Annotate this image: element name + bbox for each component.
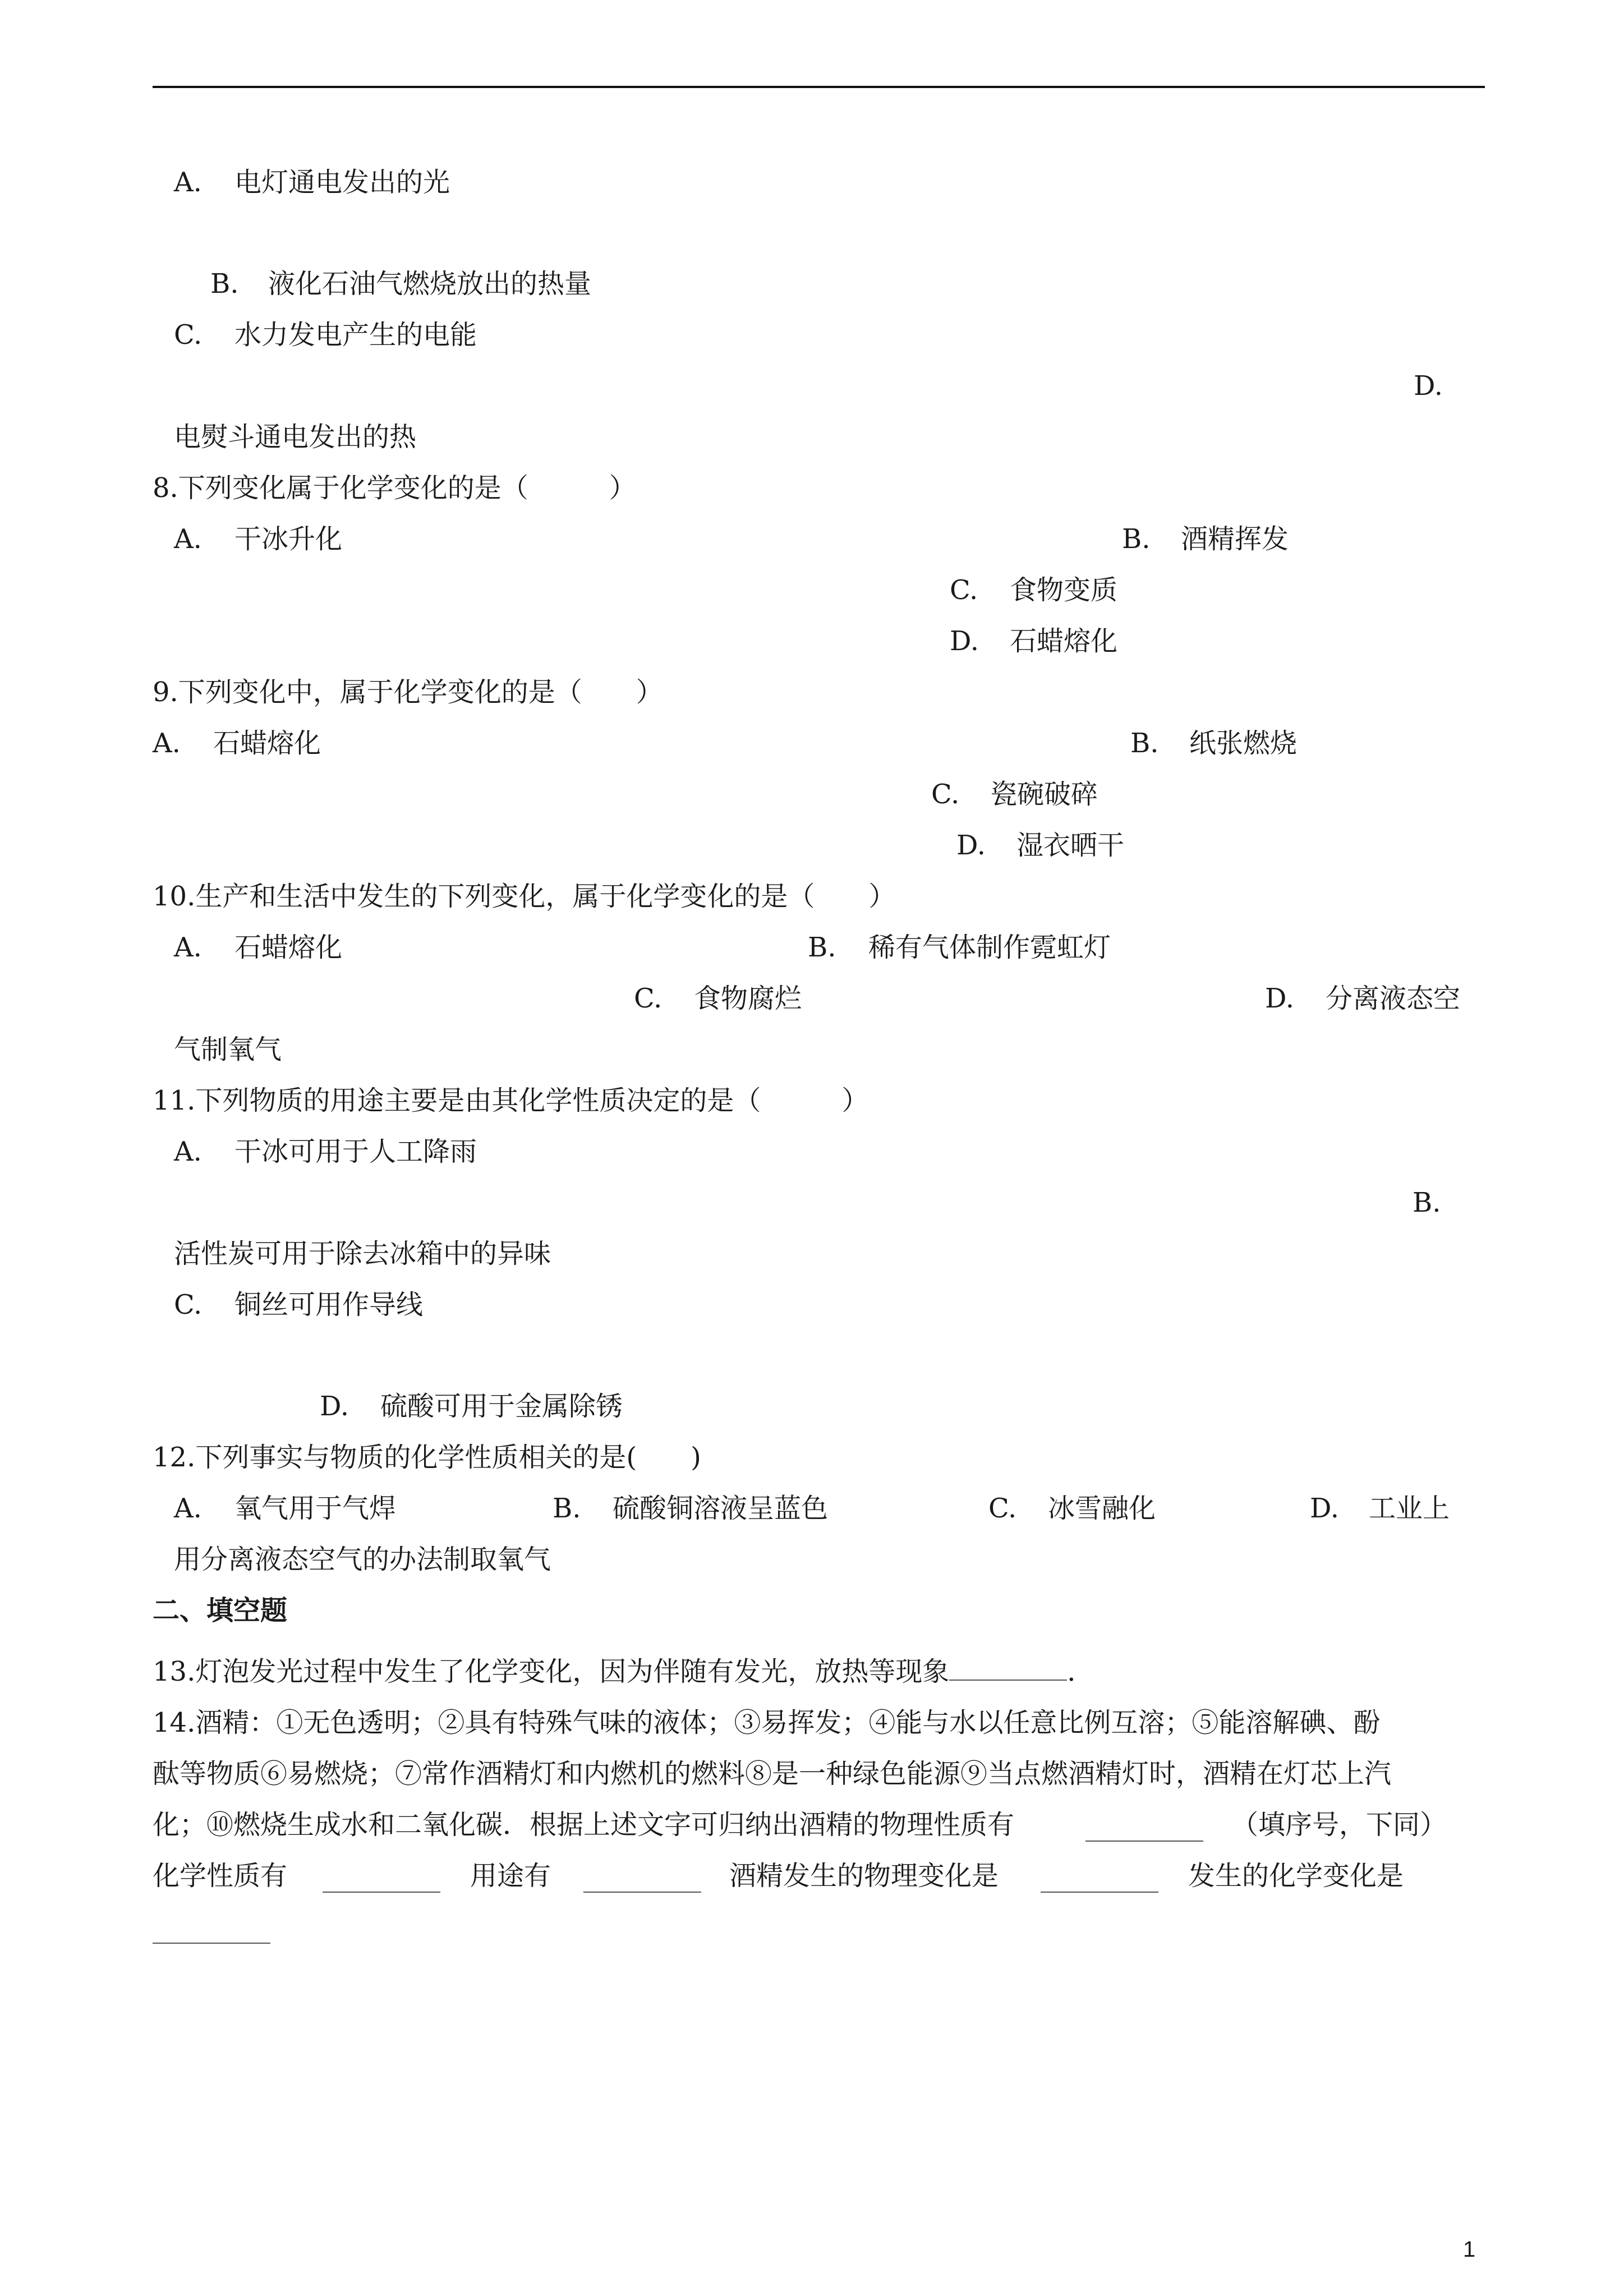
q9-option-b: 纸张燃烧	[1189, 728, 1298, 759]
q10-option-a: 石蜡熔化	[234, 932, 343, 963]
q13-stem: 13.灯泡发光过程中发生了化学变化，因为伴随有发光，放热等现象	[153, 1656, 950, 1687]
q12-option-a-letter: A.	[174, 1493, 202, 1524]
q11-option-d: 硫酸可用于金属除锈	[380, 1391, 623, 1422]
q11-option-b-letter: B.	[1413, 1187, 1441, 1218]
q14-blank-chemical-change	[153, 1920, 270, 1944]
q14-blank-physical-change	[1041, 1869, 1158, 1893]
header-rule	[153, 86, 1485, 88]
q11-option-a-letter: A.	[174, 1136, 202, 1167]
q10-option-a-letter: A.	[174, 932, 202, 963]
q8-option-c: 食物变质	[1010, 574, 1118, 606]
q8-option-b: 酒精挥发	[1181, 523, 1289, 555]
section-heading: 二、填空题	[153, 1595, 288, 1626]
q10-option-d-line1: 分离液态空	[1326, 983, 1461, 1014]
q14-line4d: 发生的化学变化是	[1188, 1860, 1404, 1892]
q12-option-b: 硫酸铜溶液呈蓝色	[613, 1493, 829, 1524]
q10-option-c-letter: C.	[634, 983, 663, 1014]
q14-line4a: 化学性质有	[153, 1860, 288, 1892]
q11-option-d-letter: D.	[320, 1391, 349, 1422]
q10-option-b: 稀有气体制作霓虹灯	[868, 932, 1111, 963]
q8-option-b-letter: B.	[1122, 523, 1151, 555]
q9-stem: 9.下列变化中，属于化学变化的是（ ）	[153, 677, 663, 708]
q14-line4c: 酒精发生的物理变化是	[729, 1860, 999, 1892]
q12-option-d-line1: 工业上	[1369, 1493, 1450, 1524]
q9-option-a-letter: A.	[153, 728, 181, 759]
q14-line3b: （填序号，下同）	[1231, 1809, 1447, 1841]
q10-option-c: 食物腐烂	[694, 983, 802, 1014]
q13-end: ．	[1067, 1656, 1094, 1687]
q12-option-b-letter: B.	[553, 1493, 581, 1524]
q13-blank	[949, 1657, 1067, 1681]
q11-option-a: 干冰可用于人工降雨	[234, 1136, 477, 1167]
q14-blank-physical-properties	[1085, 1818, 1203, 1842]
q9-option-b-letter: B.	[1130, 728, 1159, 759]
q9-option-a: 石蜡熔化	[213, 728, 321, 759]
q9-option-d: 湿衣晒干	[1016, 830, 1125, 861]
q10-option-b-letter: B.	[808, 932, 836, 963]
q10-stem: 10.生产和生活中发生的下列变化，属于化学变化的是（ ）	[153, 881, 896, 912]
q10-option-d-letter: D.	[1265, 983, 1295, 1014]
q12-option-d-line2: 用分离液态空气的办法制取氧气	[174, 1544, 551, 1575]
q9-option-c: 瓷碗破碎	[990, 779, 1098, 810]
q7-option-b: 液化石油气燃烧放出的热量	[268, 268, 592, 300]
q11-stem: 11.下列物质的用途主要是由其化学性质决定的是（ ）	[153, 1085, 869, 1116]
q8-option-a-letter: A.	[174, 523, 202, 555]
q14-blank-uses	[583, 1869, 701, 1893]
q11-option-b: 活性炭可用于除去冰箱中的异味	[174, 1238, 551, 1269]
q11-option-c: 铜丝可用作导线	[234, 1289, 424, 1320]
q14-line4b: 用途有	[470, 1860, 551, 1892]
q9-option-d-letter: D.	[956, 830, 986, 861]
q7-option-c-letter: C.	[174, 319, 203, 351]
q13-text	[153, 1655, 1094, 1688]
q14-blank-chemical-properties	[323, 1869, 440, 1893]
q7-option-d-letter: D.	[1414, 370, 1443, 402]
q7-option-b-letter: B.	[210, 268, 239, 300]
q7-option-a: 电灯通电发出的光	[234, 167, 450, 198]
q8-option-a: 干冰升化	[234, 523, 343, 555]
q7-option-d: 电熨斗通电发出的热	[174, 421, 417, 453]
q12-stem: 12.下列事实与物质的化学性质相关的是( )	[153, 1442, 701, 1473]
q9-option-c-letter: C.	[931, 779, 960, 810]
q7-option-a-letter: A.	[174, 167, 202, 198]
q8-option-c-letter: C.	[950, 574, 978, 606]
q7-option-c: 水力发电产生的电能	[234, 319, 477, 351]
q12-option-c-letter: C.	[988, 1493, 1017, 1524]
q12-option-d-letter: D.	[1310, 1493, 1340, 1524]
page-number: 1	[1463, 2237, 1476, 2262]
q14-line1: 14.酒精：①无色透明；②具有特殊气味的液体；③易挥发；④能与水以任意比例互溶；⑤能溶解碘、酚	[153, 1707, 1381, 1738]
q12-option-a: 氧气用于气焊	[234, 1493, 397, 1524]
q8-option-d: 石蜡熔化	[1010, 625, 1118, 657]
q8-option-d-letter: D.	[950, 625, 979, 657]
q11-option-c-letter: C.	[174, 1289, 203, 1320]
q14-line3a: 化；⑩燃烧生成水和二氧化碳．根据上述文字可归纳出酒精的物理性质有	[153, 1809, 1015, 1841]
q14-line2: 酞等物质⑥易燃烧；⑦常作酒精灯和内燃机的燃料⑧是一种绿色能源⑨当点燃酒精灯时，酒精在灯芯上汽	[153, 1758, 1392, 1789]
q12-option-c: 冰雪融化	[1048, 1493, 1156, 1524]
q10-option-d-line2: 气制氧气	[174, 1034, 282, 1065]
q8-stem: 8.下列变化属于化学变化的是（ ）	[153, 472, 636, 504]
